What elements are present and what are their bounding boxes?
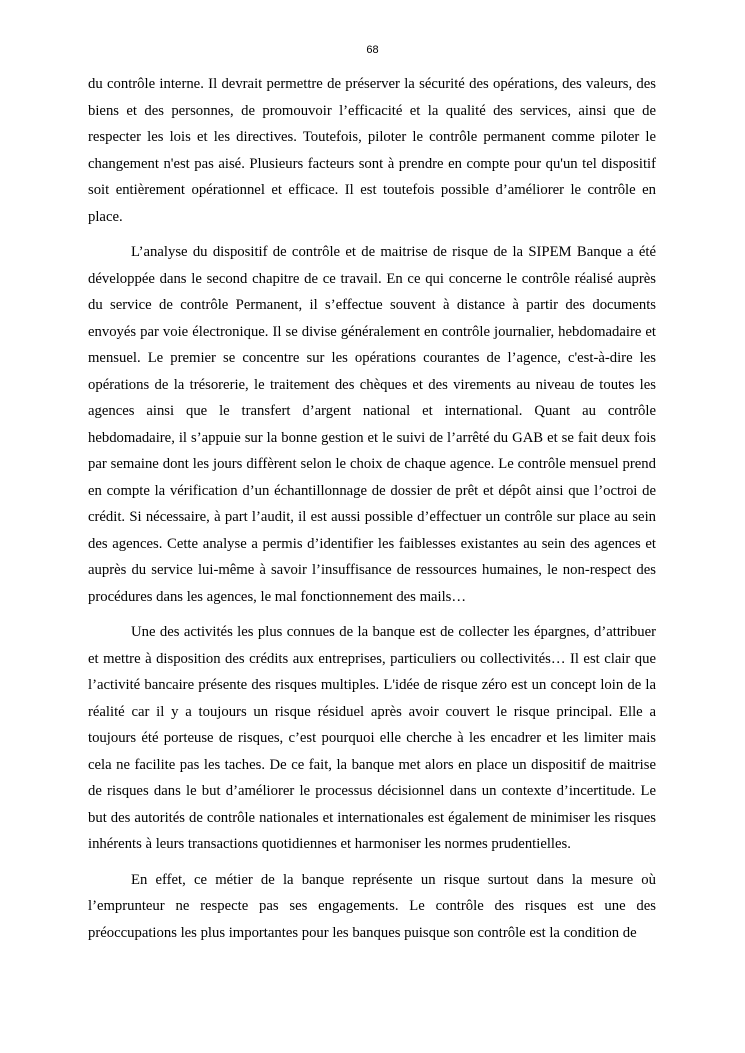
paragraph-2: L’analyse du dispositif de contrôle et de maitrise de risque de la SIPEM Banque a été développée dans le second chapitre de ce travail. En ce qui concerne le contrôle réalisé auprès du service de contrôle Permanent, il s’effectue souvent à distance à partir des documents envoyés par voie électronique. Il se divise généralement en contrôle journalier, hebdomadaire et mensuel. Le premier se concentre sur les opérations courantes de l’agence, c'est-à-dire les opérations de la trésorerie, le traitement des chèques et des virements au niveau de toutes les agences ainsi que le transfert d’argent national et international. Quant au contrôle hebdomadaire, il s’appuie sur la bonne gestion et le suivi de l’arrêté du GAB et se fait deux fois par semaine dont les jours diffèrent selon le choix de chaque agence. Le contrôle mensuel prend en compte la vérification d’un échantillonnage de dossier de prêt et dépôt ainsi que l’octroi de crédit. Si nécessaire, à part l’audit, il est aussi possible d’effectuer un contrôle sur place au sein des agences. Cette analyse a permis d’identifier les faiblesses existantes au sein des agences et auprès du service lui-même à savoir l’insuffisance de ressources humaines, le non-respect des procédures dans les agences, le mal fonctionnement des mails… <box>88 244 656 605</box>
paragraph-3: Une des activités les plus connues de la banque est de collecter les épargnes, d’attribuer et mettre à disposition des crédits aux entreprises, particuliers ou collectivités… Il est clair que l’activité bancaire présente des risques multiples. L'idée de risque zéro est un concept loin de la réalité car il y a toujours un risque résiduel après avoir couvert le risque principal. Elle a toujours été porteuse de risques, c’est pourquoi elle cherche à les encadrer et les limiter mais cela ne facilite pas les taches. De ce fait, la banque met alors en place un dispositif de maitrise de risques dans le but d’améliorer le processus décisionnel dans un contexte d’incertitude. Le but des autorités de contrôle nationales et internationales est également de minimiser les risques inhérents à leurs transactions quotidiennes et harmoniser les normes prudentielles. <box>88 624 656 852</box>
page-number: 68 <box>366 44 379 56</box>
paragraph-1: du contrôle interne. Il devrait permettre de préserver la sécurité des opérations, des valeurs, des biens et des personnes, de promouvoir l’efficacité et la qualité des services, ainsi que de respecter les lois et les directives. Toutefois, piloter le contrôle permanent comme piloter le changement n'est pas aisé. Plusieurs facteurs sont à prendre en compte pour qu'un tel dispositif soit entièrement opérationnel et efficace. Il est toutefois possible d’améliorer le contrôle en place. <box>88 76 656 225</box>
paragraph-4: En effet, ce métier de la banque représente un risque surtout dans la mesure où l’emprunteur ne respecte pas ses engagements. Le contrôle des risques est une des préoccupations les plus importantes pour les banques puisque son contrôle est la condition de <box>88 871 656 941</box>
body-text <box>88 71 656 955</box>
